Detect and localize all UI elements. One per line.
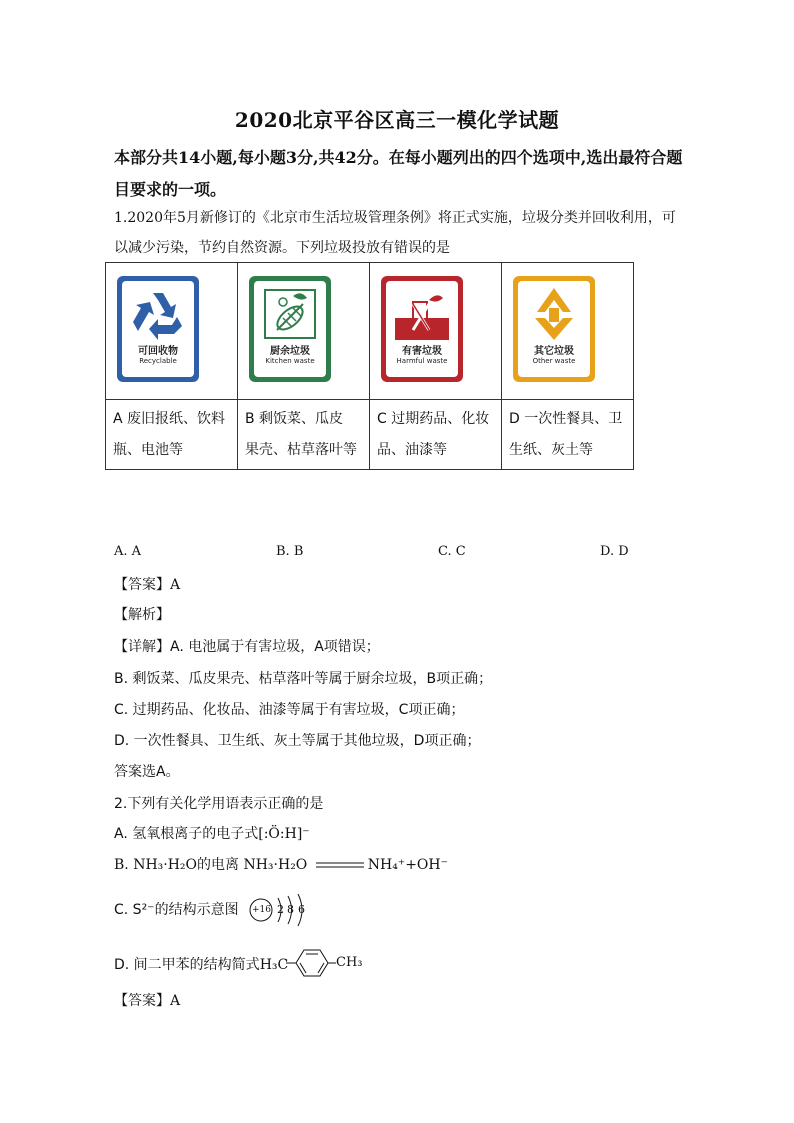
answer-value: A — [170, 993, 181, 1009]
q1-detail-line2: B. 剩饭菜、瓜皮果壳、枯草落叶等属于厨余垃圾，B项正确； — [114, 671, 493, 687]
other-bin-sign — [513, 276, 595, 382]
bin-label-cn: 厨余垃圾 — [270, 346, 310, 357]
shell-electrons-1: 2 — [277, 903, 284, 916]
equilibrium-arrow-icon — [314, 860, 366, 870]
desc-line: 瓶、电池等 — [113, 442, 183, 458]
bin-label-en: Recyclable — [139, 357, 177, 365]
q1-detail-line3: C. 过期药品、化妆品、油漆等属于有害垃圾，C项正确； — [114, 702, 465, 718]
desc-line: 生纸、灰土等 — [509, 442, 593, 458]
bin-desc-a — [106, 400, 238, 470]
fish-bone-icon — [263, 288, 317, 340]
option-text: B. NH₃·H₂O的电离 NH₃·H₂O — [114, 857, 308, 873]
hydroxide-electron-formula: [:Ö:H]⁻ — [258, 826, 310, 842]
desc-line: A 废旧报纸、饮料 — [113, 411, 226, 427]
desc-line: C 过期药品、化妆 — [377, 411, 490, 427]
desc-line: D 一次性餐具、卫 — [509, 411, 623, 427]
answer-label: 【答案】 — [114, 577, 170, 593]
option-text: A. 氢氧根离子的电子式 — [114, 826, 259, 842]
ionization-products: NH₄⁺+OH⁻ — [367, 857, 449, 873]
q2-option-b — [114, 854, 448, 874]
detail-label: 【详解】 — [114, 639, 170, 655]
q2-option-a — [114, 823, 310, 843]
bin-label-cn: 其它垃圾 — [534, 346, 574, 357]
page-title: 2020北京平谷区高三一模化学试题 — [234, 108, 560, 132]
bin-label-cn: 可回收物 — [138, 346, 178, 357]
bin-desc-c — [370, 400, 502, 470]
q1-option-c: C. C — [438, 544, 466, 559]
nucleus-charge: +16 — [252, 905, 271, 915]
other-waste-arrows-icon — [527, 286, 581, 342]
option-text: D. 间二甲苯的结构简式 — [114, 957, 260, 973]
shell-electrons-2: 8 — [287, 903, 294, 916]
detail-text: A. 电池属于有害垃圾，A项错误； — [170, 639, 380, 655]
q1-answer — [114, 574, 180, 594]
benzene-ring-icon — [286, 946, 336, 980]
section-instructions-line2: 目要求的一项。 — [114, 180, 227, 199]
methyl-left: H₃C — [259, 957, 289, 973]
section-instructions-line1: 本部分共14小题,每小题3分,共42分。在每小题列出的四个选项中,选出最符合题 — [114, 148, 683, 167]
desc-line: 品、油漆等 — [377, 442, 447, 458]
bin-cell-recyclable — [106, 263, 238, 400]
bin-label-en: Kitchen waste — [265, 357, 315, 365]
q1-detail-line4: D. 一次性餐具、卫生纸、灰土等属于其他垃圾，D项正确； — [114, 733, 481, 749]
answer-label: 【答案】 — [114, 993, 170, 1009]
recyclable-bin-sign — [117, 276, 199, 382]
desc-line: B 剩饭菜、瓜皮 — [245, 411, 344, 427]
q1-conclusion: 答案选A。 — [114, 764, 180, 780]
q1-option-d: D. D — [600, 544, 629, 559]
bin-label-en: Harmful waste — [396, 357, 448, 365]
bin-desc-b — [238, 400, 370, 470]
waste-bins-table — [105, 262, 634, 470]
methyl-right: CH₃ — [336, 955, 363, 970]
q1-option-b: B. B — [276, 544, 304, 559]
q2-option-d — [114, 954, 288, 974]
q2-answer — [114, 990, 180, 1010]
bin-cell-harmful — [370, 263, 502, 400]
option-text: C. S²⁻的结构示意图 — [114, 902, 239, 918]
bin-desc-d — [502, 400, 634, 470]
q2-stem: 2.下列有关化学用语表示正确的是 — [114, 796, 324, 812]
kitchen-bin-sign — [249, 276, 331, 382]
shell-electrons-3: 6 — [298, 903, 305, 916]
q1-stem-line1: 1.2020年5月新修订的《北京市生活垃圾管理条例》将正式实施，垃圾分类并回收利用，可 — [114, 210, 676, 226]
recycle-icon — [131, 290, 185, 340]
q1-option-a: A. A — [114, 544, 142, 559]
q1-detail-line1 — [114, 636, 380, 656]
desc-line: 果壳、枯草落叶等 — [245, 442, 357, 458]
q1-analysis-label: 【解析】 — [114, 607, 170, 623]
q1-stem-line2: 以减少污染，节约自然资源。下列垃圾投放有错误的是 — [114, 240, 450, 256]
hazard-bottle-icon — [395, 288, 449, 340]
bin-cell-kitchen — [238, 263, 370, 400]
bin-cell-other — [502, 263, 634, 400]
harmful-bin-sign — [381, 276, 463, 382]
bin-label-cn: 有害垃圾 — [402, 346, 442, 357]
bin-label-en: Other waste — [532, 357, 576, 365]
q2-option-c — [114, 899, 239, 919]
answer-value: A — [170, 577, 181, 593]
